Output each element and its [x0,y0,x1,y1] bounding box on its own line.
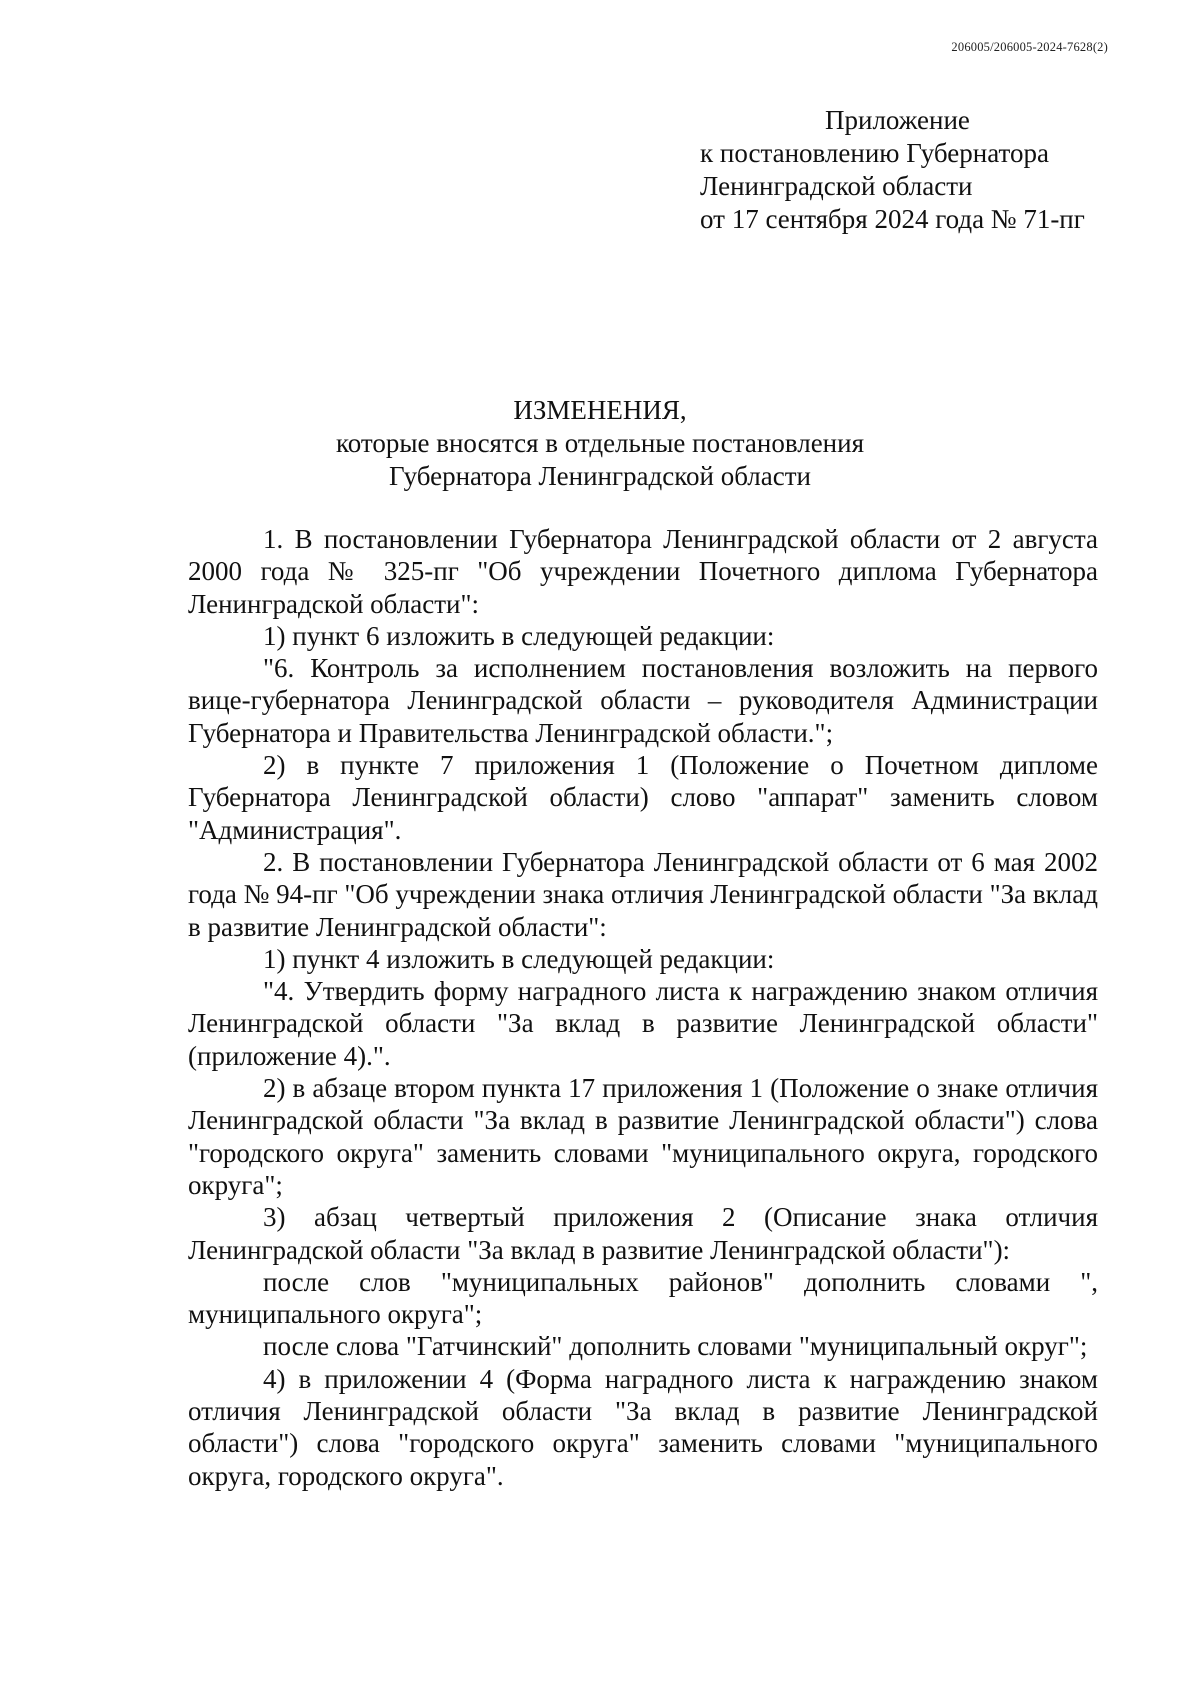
heading-title: ИЗМЕНЕНИЯ, [513,395,687,425]
paragraph: 2. В постановлении Губернатора Ленинградской области от 6 мая 2002 года № 94-пг "Об учреждении знака отличия Ленинградской области "За вклад в развитие Ленинградской области": [188,846,1098,942]
paragraph: 3) абзац четвертый приложения 2 (Описание знака отличия Ленинградской области "За вклад в развитие Ленинградской области"): [188,1202,1098,1265]
paragraph: "6. Контроль за исполнением постановления возложить на первого вице-губернатора Ленинградской области – руководителя Администрации Губернатора и Правительства Ленинградской области."; [188,653,1098,748]
appendix-line-4: от 17 сентября 2024 года № 71-пг [700,204,1085,234]
heading-subtitle-1: которые вносятся в отдельные постановления [335,428,865,458]
document-id: 206005/206005-2024-7628(2) [951,40,1108,54]
document-body [188,523,1098,1492]
paragraph: "4. Утвердить форму наградного листа к награждению знаком отличия Ленинградской области "За вклад в развитие Ленинградской области" (приложение 4).". [188,976,1098,1071]
paragraph: после слов "муниципальных районов" дополнить словами ", муниципального округа"; [188,1266,1098,1330]
appendix-line-1: Приложение [825,105,970,135]
paragraph: 1. В постановлении Губернатора Ленинградской области от 2 августа 2000 года № 325-пг "Об учреждении Почетного диплома Губернатора Ленинградской области": [188,524,1098,619]
appendix-header [700,104,1120,236]
paragraph: 4) в приложении 4 (Форма наградного листа к награждению знаком отличия Ленинградской области "За вклад в развитие Ленинградской области") слова "городского округа" заменить словами "муниципального округа, городского округа". [188,1363,1098,1491]
paragraph: 1) пункт 4 изложить в следующей редакции: [263,943,775,974]
heading-subtitle-2: Губернатора Ленинградской области [389,461,811,491]
document-heading [0,394,1200,493]
appendix-line-2: к постановлению Губернатора [700,138,1049,168]
paragraph: после слова "Гатчинский" дополнить словами "муниципальный округ"; [263,1331,1088,1362]
paragraph: 2) в абзаце втором пункта 17 приложения 1 (Положение о знаке отличия Ленинградской области "За вклад в развитие Ленинградской области") слова "городского округа" заменить словами "муниципального округа, городского округа"; [188,1073,1098,1200]
paragraph: 2) в пункте 7 приложения 1 (Положение о Почетном дипломе Губернатора Ленинградской области) слово "аппарат" заменить словом "Администрация". [188,750,1098,845]
appendix-line-3: Ленинградской области [700,171,973,201]
paragraph: 1) пункт 6 изложить в следующей редакции: [263,620,775,651]
